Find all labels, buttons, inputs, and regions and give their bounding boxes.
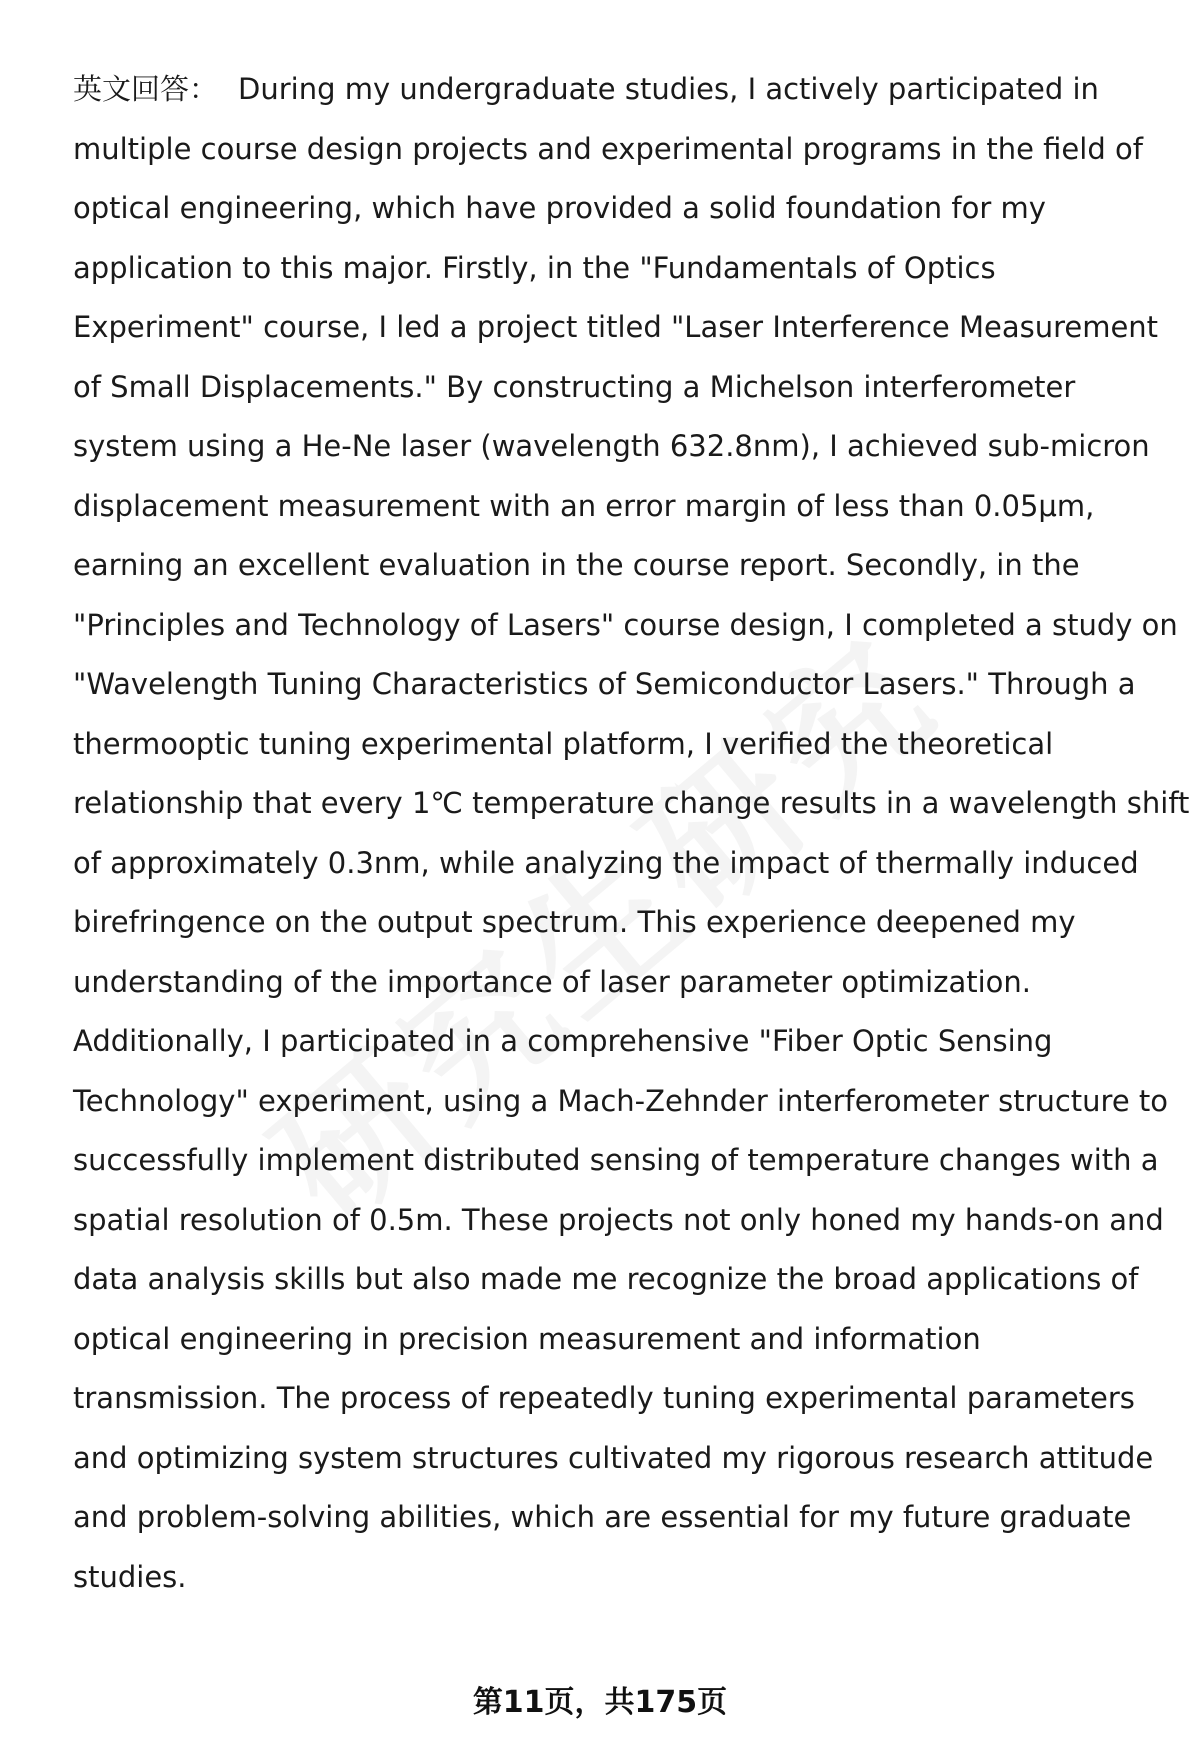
answer-line: understanding of the importance of laser parameter optimization. [73,964,1031,999]
answer-line: successfully implement distributed sensing of temperature changes with a [73,1143,1159,1177]
answer-line: relationship that every 1℃ temperature change results in a wavelength shift [73,786,1190,820]
answer-line: transmission. The process of repeatedly tuning experimental parameters [73,1381,1135,1415]
answer-line: and optimizing system structures cultivated my rigorous research attitude [73,1440,1154,1475]
answer-line: application to this major. Firstly, in the "Fundamentals of Optics [73,250,996,285]
answer-line: thermooptic tuning experimental platform, I verified the theoretical [73,726,1054,761]
answer-line: optical engineering in precision measurement and information [73,1321,981,1356]
answer-line-first [73,60,1163,120]
answer-line: "Principles and Technology of Lasers" course design, I completed a study on [73,607,1178,642]
answer-paragraph [73,60,1190,1607]
answer-line: During my undergraduate studies, I actively participated in [238,72,1099,106]
answer-line: Experiment" course, I led a project titled "Laser Interference Measurement [73,310,1159,344]
answer-line: Technology" experiment, using a Mach-Zehnder interferometer structure to [73,1083,1169,1118]
answer-label: 英文回答： [73,72,219,106]
answer-line: spatial resolution of 0.5m. These projects not only honed my hands-on and [73,1202,1164,1237]
answer-line: studies. [73,1559,187,1594]
answer-line: displacement measurement with an error margin of less than 0.05μm, [73,488,1095,523]
answer-line: system using a He-Ne laser (wavelength 632.8nm), I achieved sub-micron [73,429,1150,463]
answer-line: multiple course design projects and experimental programs in the field of [73,131,1143,166]
answer-line: optical engineering, which have provided a solid foundation for my [73,191,1046,225]
answer-line: data analysis skills but also made me recognize the broad applications of [73,1262,1139,1296]
page-indicator: 第11页，共175页 [472,1685,728,1720]
answer-line: Additionally, I participated in a comprehensive "Fiber Optic Sensing [73,1024,1053,1058]
answer-line: earning an excellent evaluation in the course report. Secondly, in the [73,548,1080,582]
answer-line: "Wavelength Tuning Characteristics of Semiconductor Lasers." Through a [73,667,1136,701]
answer-line: of approximately 0.3nm, while analyzing the impact of thermally induced [73,845,1139,880]
answer-line: birefringence on the output spectrum. This experience deepened my [73,905,1076,939]
answer-line: and problem-solving abilities, which are essential for my future graduate [73,1500,1132,1534]
answer-line: of Small Displacements." By constructing a Michelson interferometer [73,369,1076,404]
